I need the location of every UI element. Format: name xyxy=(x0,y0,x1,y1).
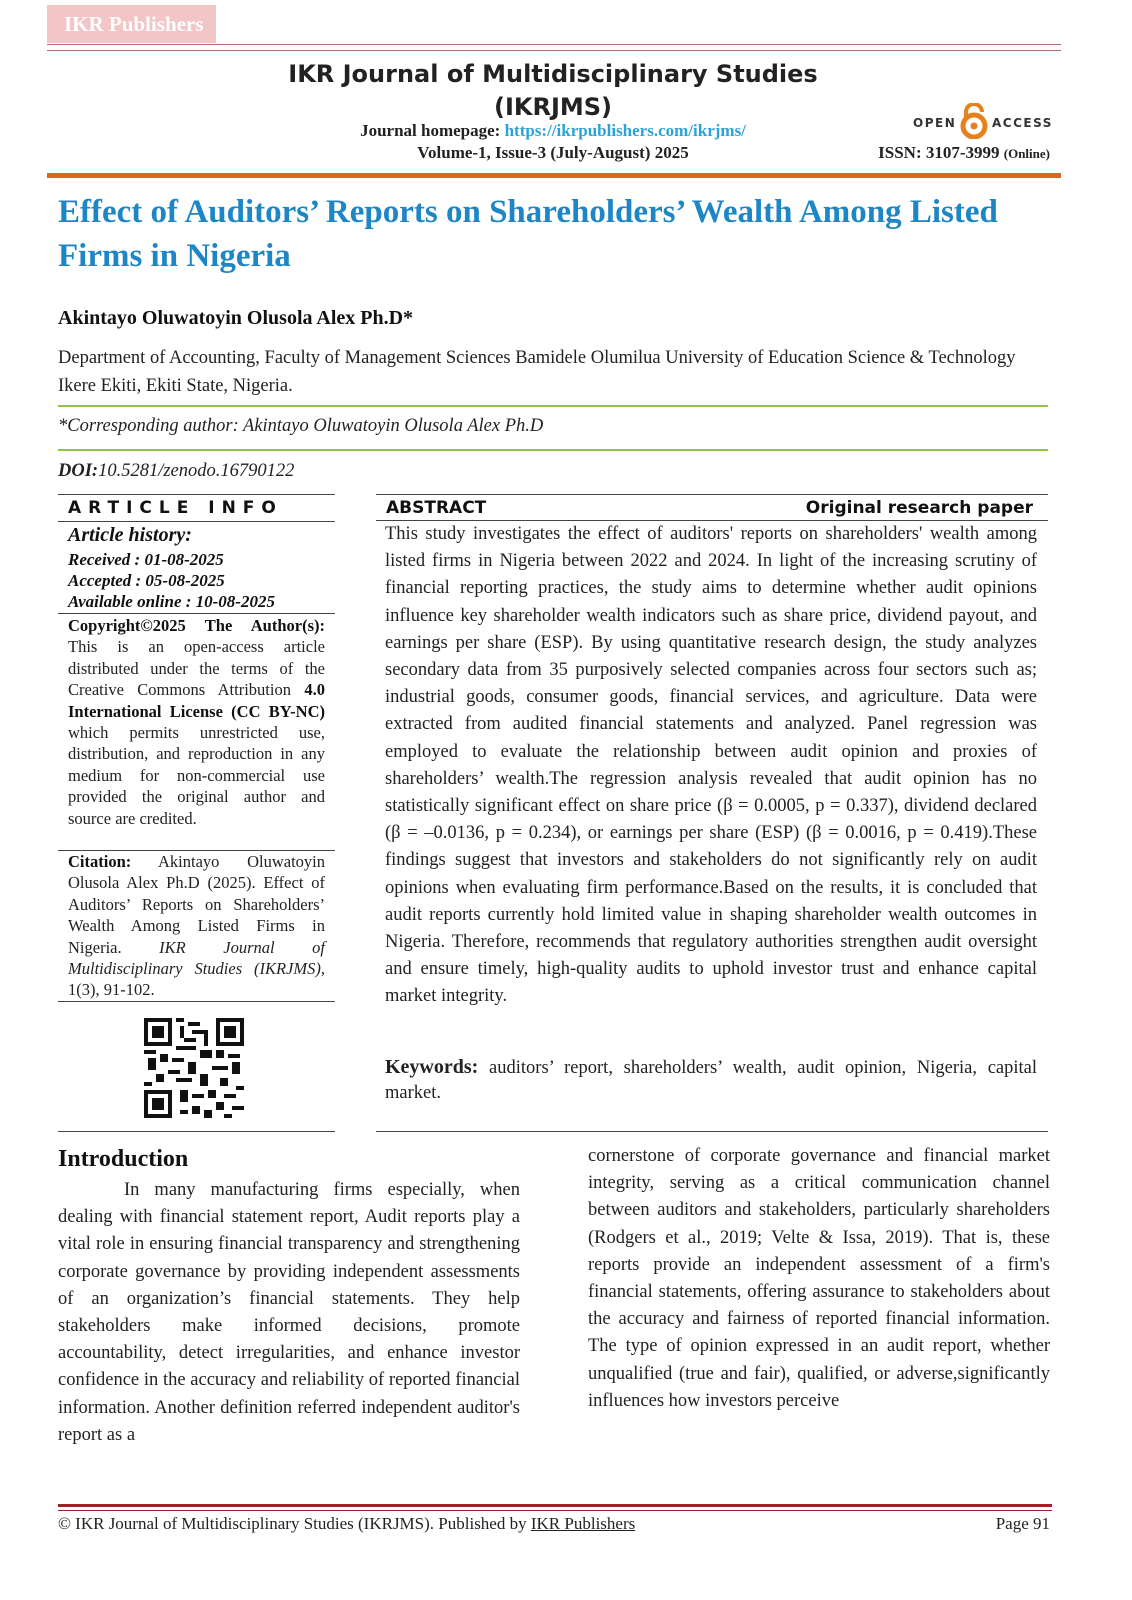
article-title: Effect of Auditors’ Reports on Shareholders’ Wealth Among Listed Firms in Nigeria xyxy=(58,194,998,274)
abstract-rule-bottom xyxy=(376,1131,1048,1132)
info-rule-history xyxy=(58,613,335,614)
open-access-right-text: ACCESS xyxy=(992,116,1053,130)
abstract-label: ABSTRACT xyxy=(386,498,487,518)
corresponding-divider xyxy=(58,449,1048,451)
footer-copyright xyxy=(58,1514,635,1534)
copyright-notice xyxy=(68,615,325,829)
issn-suffix: (Online) xyxy=(1003,146,1050,161)
issn-number: ISSN: 3107-3999 xyxy=(878,143,1000,162)
header-rule-top xyxy=(47,44,1061,45)
author-name: Akintayo Oluwatoyin Olusola Alex Ph.D* xyxy=(58,307,414,329)
publisher-badge: IKR Publishers xyxy=(47,5,216,43)
qr-code-icon[interactable] xyxy=(144,1018,244,1118)
open-access-icon xyxy=(957,103,991,139)
copyright-label: Copyright©2025 The Author(s): xyxy=(68,616,325,635)
doi-label: DOI: xyxy=(58,461,99,481)
open-access-logo xyxy=(913,103,1053,139)
info-rule-top xyxy=(58,494,335,495)
journal-homepage xyxy=(250,121,856,141)
header-rule-bottom xyxy=(47,50,1061,51)
header-divider xyxy=(47,173,1061,178)
journal-title-line1: IKR Journal of Multidisciplinary Studies xyxy=(288,60,818,88)
doi xyxy=(58,461,294,482)
citation-text: Akintayo Oluwatoyin Olusola Alex Ph.D (2025). Effect of Auditors’ Reports on Shareholders’ Wealth Among Listed Firms in Nigeria. xyxy=(68,852,325,957)
body-column-right: cornerstone of corporate governance and financial market integrity, serving as a critical communication channel between auditors and stakeholders, particularly shareholders (Rodgers et al., 2019; Velte & Issa, 2019). That is, these reports provide an independent assessment of a firm's financial statements, offering assurance to stakeholders about the accuracy and fairness of reported financial information. The type of opinion expressed in an audit report, whether unqualified (true and fair), qualified, or adverse,significantly influences how investors perceive xyxy=(588,1146,1050,1411)
available-online-date: Available online : 10-08-2025 xyxy=(68,592,275,611)
homepage-label: Journal homepage: xyxy=(360,121,505,140)
issn xyxy=(858,143,1050,163)
body-column-left: In many manufacturing firms especially, when dealing with financial statement report, Audit reports play a vital role in ensuring financial transparency and strengthening corporate governance by providing independent assessments of an organization’s financial statements. They help stakeholders make informed decisions, promote accountability, detect irregularities, and enhance investor confidence in the accuracy and reliability of reported financial information. Another definition referred independent auditor's report as a xyxy=(58,1180,520,1445)
citation-pages: 1(3), 91-102. xyxy=(68,980,155,1000)
license-name: 4.0 International License (CC BY-NC) xyxy=(68,680,325,721)
footer-rule-thin xyxy=(58,1510,1052,1511)
open-access-left-text: OPEN xyxy=(913,116,957,130)
doi-value[interactable]: 10.5281/zenodo.16790122 xyxy=(98,461,295,481)
citation-label: Citation: xyxy=(68,852,132,871)
paper-type: Original research paper xyxy=(805,498,1033,518)
article-info-header: ARTICLE INFO xyxy=(68,498,283,518)
copyright-text-rest: which permits unrestricted use, distribution, and reproduction in any medium for non-commercial use provided the original author and source are credited. xyxy=(68,723,325,828)
received-date: Received : 01-08-2025 xyxy=(68,550,224,569)
keywords-label: Keywords: xyxy=(385,1056,479,1078)
copyright-text: This is an open-access article distributed under the terms of the Creative Commons Attribution xyxy=(68,637,325,700)
keywords-list: auditors’ report, shareholders’ wealth, audit opinion, Nigeria, capital market. xyxy=(385,1058,1037,1103)
article-history-title: Article history: xyxy=(68,524,192,546)
affiliation-divider xyxy=(58,405,1048,407)
accepted-date: Accepted : 05-08-2025 xyxy=(68,571,225,590)
journal-title-line2: (IKRJMS) xyxy=(493,93,613,121)
footer-copyright-text: © IKR Journal of Multidisciplinary Studies (IKRJMS). Published by xyxy=(58,1514,531,1533)
citation-journal: IKR Journal of Multidisciplinary Studies (IKRJMS), xyxy=(68,937,325,979)
volume-issue: Volume-1, Issue-3 (July-August) 2025 xyxy=(417,143,689,162)
abstract-rule-top xyxy=(376,494,1048,495)
journal-title xyxy=(250,58,856,124)
section-heading-introduction: Introduction xyxy=(58,1146,189,1172)
footer-publisher-link[interactable]: IKR Publishers xyxy=(530,1514,636,1533)
info-rule-citation xyxy=(58,1001,335,1002)
footer-rule-thick xyxy=(58,1504,1052,1507)
abstract-text: This study investigates the effect of auditors' reports on shareholders' wealth among listed firms in Nigeria between 2022 and 2024. In light of the increasing scrutiny of financial reporting practices, the study aims to determine whether audit opinions influence key shareholder wealth indicators such as share price, dividend payout, and earnings per share (ESP). By using quantitative research design, the study analyzes secondary data from 35 purposively selected companies across four sectors such as; industrial goods, consumer goods, financial services, and agriculture. Data were extracted from audited financial statements and analyzed. Panel regression was employed to evaluate the relationship between audit opinion and proxies of shareholders’ wealth.The regression analysis revealed that audit opinion has no statistically significant effect on share price (β = 0.0005, p = 0.337), dividend declared (β = –0.0136, p = 0.234), or earnings per share (ESP) (β = 0.0016, p = 0.419).These findings suggest that investors and stakeholders do not significantly rely on audit opinions when evaluating firm performance.Based on the results, it is concluded that audit reports currently hold limited value in shaping shareholder wealth outcomes in Nigeria. Therefore, recommends that regulatory authorities strengthen audit oversight and ensure timely, high-quality audits to uphold investor trust and enhance capital market integrity. xyxy=(385,524,1037,1007)
citation xyxy=(68,851,325,1001)
homepage-link[interactable]: https://ikrpublishers.com/ikrjms/ xyxy=(504,121,746,140)
page-number: Page 91 xyxy=(995,1514,1050,1533)
keywords xyxy=(385,1055,1037,1106)
info-rule-header xyxy=(58,521,335,522)
author-affiliation: Department of Accounting, Faculty of Management Sciences Bamidele Olumilua University of Education Science & Technology Ikere Ekiti, Ekiti State, Nigeria. xyxy=(58,348,1016,396)
info-rule-bottom xyxy=(58,1131,335,1132)
corresponding-author: *Corresponding author: Akintayo Oluwatoyin Olusola Alex Ph.D xyxy=(58,416,544,436)
